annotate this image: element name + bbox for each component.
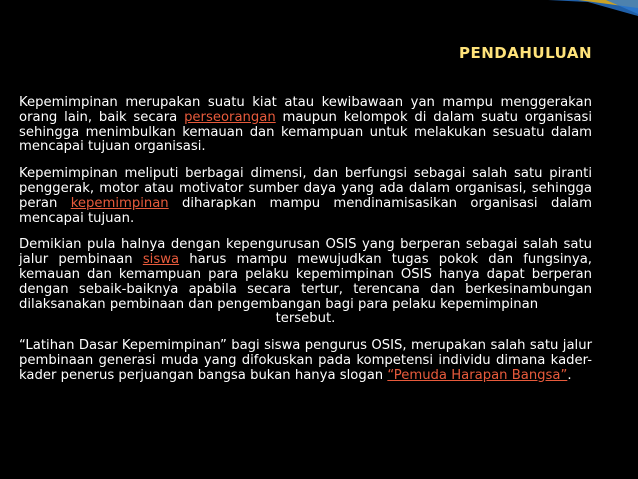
paragraph-text: . [567, 367, 572, 383]
slide-title: PENDAHULUAN [459, 44, 592, 62]
paragraph-text: maupun kelompok di dalam suatu organisasi sehingga menimbulkan kemauan dan kemampuan untuk melakukan sesuatu dalam mencapai tujuan organisasi. [19, 109, 592, 155]
link-siswa[interactable]: siswa [142, 252, 180, 268]
paragraph-text: Kepemimpinan merupakan suatu kiat atau kewibawaan yan mampu menggerakan orang lain, baik secara [19, 95, 592, 125]
link-perseorangan[interactable]: perseorangan [184, 109, 276, 125]
paragraph-text: diharapkan mampu mendinamisasikan organisasi dalam mencapai tujuan. [19, 195, 592, 226]
paragraph-4 [19, 339, 592, 383]
link-pemuda-harapan-bangsa[interactable]: “Pemuda Harapan Bangsa” [387, 367, 568, 383]
paragraph-text: Demikian pula halnya dengan kepengurusan OSIS yang berperan sebagai salah satu jalur pembinaan [19, 237, 592, 268]
slide-content [19, 96, 592, 384]
paragraph-2 [19, 167, 592, 226]
link-kepemimpinan[interactable]: kepemimpinan [70, 195, 169, 211]
paragraph-text: harus mampu mewujudkan tugas pokok dan fungsinya, kemauan dan kemampuan para pelaku kepemimpinan OSIS hanya dapat berperan dengan sebaik-baiknya apabila secara tertur, terencana dan berkesinambungan dilaksanakan pembinaan dan pengembangan bagi para pelaku kepemimpinan [19, 252, 592, 312]
paragraph-text-end: tersebut. [275, 311, 336, 327]
paragraph-1 [19, 96, 592, 155]
corner-decoration [518, 0, 638, 20]
paragraph-3 [19, 238, 592, 327]
paragraph-text: “Latihan Dasar Kepemimpinan” bagi siswa pengurus OSIS, merupakan salah satu jalur pembinaan generasi muda yang difokuskan pada kompetensi individu dimana kader-kader penerus perjuangan bangsa bukan hanya slogan [19, 338, 592, 383]
paragraph-text: Kepemimpinan meliputi berbagai dimensi, dan berfungsi sebagai salah satu piranti penggerak, motor atau motivator sumber daya yang ada dalam organisasi, sehingga peran [19, 166, 592, 211]
